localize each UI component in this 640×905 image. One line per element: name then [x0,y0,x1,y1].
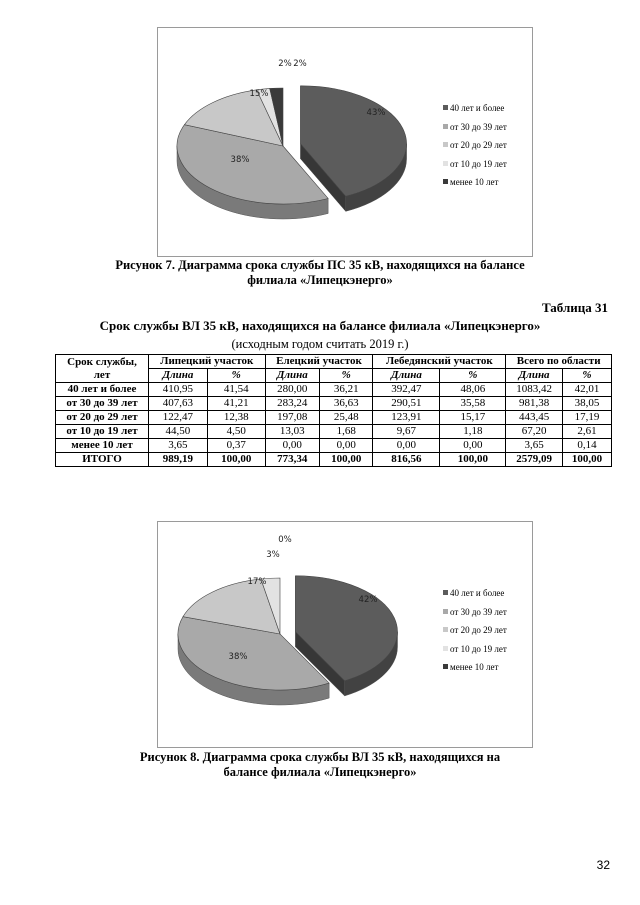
column-group-header: Елецкий участок [265,355,373,369]
sub-header: % [562,369,611,383]
row-label: от 20 до 29 лет [56,411,149,425]
table-row [56,425,612,439]
table-cell: 100,00 [440,453,506,467]
table-cell: 1083,42 [506,383,563,397]
legend-item: менее 10 лет [443,173,507,192]
table-cell: 44,50 [149,425,208,439]
pie-slice-label: 0% [278,535,292,545]
table-cell: 3,65 [506,439,563,453]
pie-slice-label: 2% [293,59,307,69]
sub-header: % [319,369,372,383]
legend-swatch [443,105,448,110]
table-cell: 38,05 [562,397,611,411]
legend-item: от 10 до 19 лет [443,155,507,174]
pie-slice-label: 42% [358,595,378,605]
table-cell: 407,63 [149,397,208,411]
table-cell: 4,50 [207,425,265,439]
row-label: от 10 до 19 лет [56,425,149,439]
pie-slice-label: 2% [278,59,292,69]
table-number: Таблица 31 [541,300,608,315]
table-cell: 773,34 [265,453,319,467]
table-cell: 0,37 [207,439,265,453]
legend-item: менее 10 лет [443,658,507,677]
table-row [56,397,612,411]
table-cell: 0,14 [562,439,611,453]
table-cell: 3,65 [149,439,208,453]
row-label: от 30 до 39 лет [56,397,149,411]
table-subtitle: (исходным годом считать 2019 г.) [231,337,409,351]
legend-item: от 30 до 39 лет [443,603,507,622]
page-number: 32 [596,858,610,872]
legend-swatch [443,646,448,651]
table-row [56,411,612,425]
sub-header: Длина [506,369,563,383]
table-row [56,383,612,397]
legend-swatch [443,609,448,614]
chart-legend [443,99,507,192]
pie-slice-label: 38% [228,652,248,662]
caption-line: Рисунок 8. Диаграмма срока службы ВЛ 35 кВ, находящихся на [139,750,501,764]
data-table [55,354,612,467]
pie-slice-label: 15% [249,89,269,99]
table-cell: 48,06 [440,383,506,397]
table-cell: 2,61 [562,425,611,439]
table-cell: 410,95 [149,383,208,397]
table-cell: 122,47 [149,411,208,425]
table-cell: 0,00 [319,439,372,453]
legend-item: 40 лет и более [443,99,507,118]
table-cell: 67,20 [506,425,563,439]
chart-figure-8 [157,521,533,748]
pie-slice-label: 38% [230,155,250,165]
row-label: менее 10 лет [56,439,149,453]
sub-header: % [440,369,506,383]
legend-swatch [443,179,448,184]
table-cell: 1,18 [440,425,506,439]
table-cell: 35,58 [440,397,506,411]
table-cell: 816,56 [373,453,440,467]
sub-header: Длина [373,369,440,383]
legend-item: от 20 до 29 лет [443,621,507,640]
table-cell: 12,38 [207,411,265,425]
legend-item: от 10 до 19 лет [443,640,507,659]
figure-caption [60,258,580,288]
table-cell: 100,00 [207,453,265,467]
table-cell: 17,19 [562,411,611,425]
table-cell: 123,91 [373,411,440,425]
legend-item: от 30 до 39 лет [443,118,507,137]
table-row-total [56,453,612,467]
table-cell: 2579,09 [506,453,563,467]
column-header: Срок службы, лет [56,355,149,383]
table-cell: 9,67 [373,425,440,439]
chart-figure-7 [157,27,533,257]
table-cell: 989,19 [149,453,208,467]
legend-swatch [443,590,448,595]
legend-swatch [443,142,448,147]
pie-slice-label: 17% [247,577,267,587]
table-cell: 15,17 [440,411,506,425]
table-cell: 981,38 [506,397,563,411]
table-cell: 100,00 [319,453,372,467]
legend-item: 40 лет и более [443,584,507,603]
sub-header: Длина [265,369,319,383]
table-cell: 392,47 [373,383,440,397]
table-cell: 443,45 [506,411,563,425]
caption-line: филиала «Липецкэнерго» [247,273,393,287]
table-cell: 0,00 [440,439,506,453]
legend-swatch [443,161,448,166]
table-cell: 36,63 [319,397,372,411]
table-cell: 283,24 [265,397,319,411]
column-group-header: Лебедянский участок [373,355,506,369]
column-group-header: Всего по области [506,355,612,369]
table-cell: 13,03 [265,425,319,439]
table-cell: 0,00 [373,439,440,453]
table-cell: 1,68 [319,425,372,439]
row-label: ИТОГО [56,453,149,467]
caption-line: балансе филиала «Липецкэнерго» [223,765,417,779]
table-cell: 42,01 [562,383,611,397]
figure-caption [60,750,580,780]
table-cell: 290,51 [373,397,440,411]
pie-slice-label: 43% [366,108,386,118]
pie-slice-label: 3% [266,550,280,560]
table-row [56,439,612,453]
table-cell: 41,54 [207,383,265,397]
legend-swatch [443,627,448,632]
row-label: 40 лет и более [56,383,149,397]
legend-item: от 20 до 29 лет [443,136,507,155]
table-cell: 36,21 [319,383,372,397]
legend-swatch [443,124,448,129]
table-cell: 280,00 [265,383,319,397]
sub-header: Длина [149,369,208,383]
table-cell: 0,00 [265,439,319,453]
column-group-header: Липецкий участок [149,355,266,369]
caption-line: Рисунок 7. Диаграмма срока службы ПС 35 кВ, находящихся на балансе [115,258,525,272]
table-cell: 25,48 [319,411,372,425]
table-cell: 197,08 [265,411,319,425]
chart-legend [443,584,507,677]
sub-header: % [207,369,265,383]
legend-swatch [443,664,448,669]
table-title: Срок службы ВЛ 35 кВ, находящихся на балансе филиала «Липецкэнерго» [99,318,541,333]
table-cell: 41,21 [207,397,265,411]
table-cell: 100,00 [562,453,611,467]
